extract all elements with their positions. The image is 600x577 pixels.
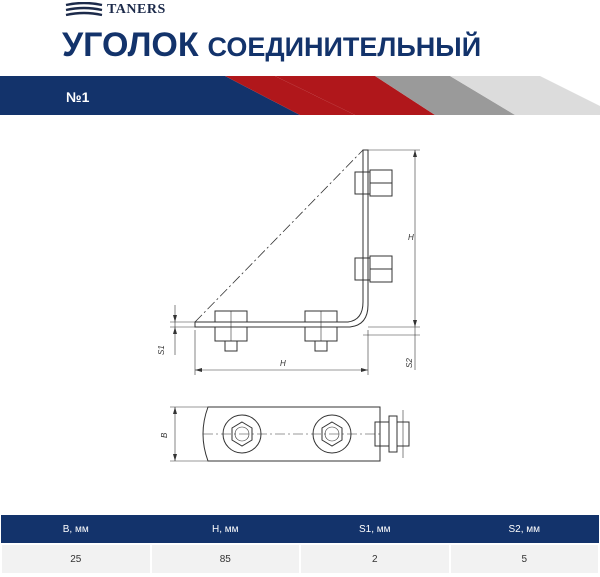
dim-label-h-vertical: H [408, 233, 414, 242]
page-title [62, 26, 481, 65]
dim-label-s1: S1 [157, 345, 166, 355]
cell-s1: 2 [300, 544, 450, 574]
bolt-horizontal-left [215, 311, 247, 351]
spec-table-header-row [1, 515, 599, 544]
taners-logo-icon [64, 2, 104, 18]
model-number: №1 [66, 89, 90, 105]
title-main: УГОЛОК [62, 26, 199, 64]
header-banner [0, 76, 600, 115]
table-row [1, 544, 599, 574]
bolt-vertical-top [355, 170, 392, 196]
column-header-b: B, мм [1, 515, 151, 544]
bolt-vertical-bottom [355, 256, 392, 282]
banner-stripes [0, 76, 600, 115]
column-header-s1: S1, мм [300, 515, 450, 544]
top-view [170, 407, 409, 461]
brand-logo [64, 1, 166, 19]
column-header-s2: S2, мм [450, 515, 600, 544]
dim-label-h-horizontal: H [280, 359, 286, 368]
angle-profile [195, 150, 368, 327]
bolt-horizontal-right [305, 311, 337, 351]
cell-s2: 5 [450, 544, 600, 574]
cell-b: 25 [1, 544, 151, 574]
brand-name: TANERS [107, 2, 166, 17]
gusset-line [195, 150, 363, 322]
cell-h: 85 [151, 544, 301, 574]
column-header-h: H, мм [151, 515, 301, 544]
technical-drawing [150, 130, 450, 500]
spec-table [0, 515, 600, 575]
title-sub: СОЕДИНИТЕЛЬНЫЙ [207, 32, 482, 62]
dim-label-s2: S2 [405, 358, 414, 368]
dim-label-b: B [160, 432, 169, 438]
